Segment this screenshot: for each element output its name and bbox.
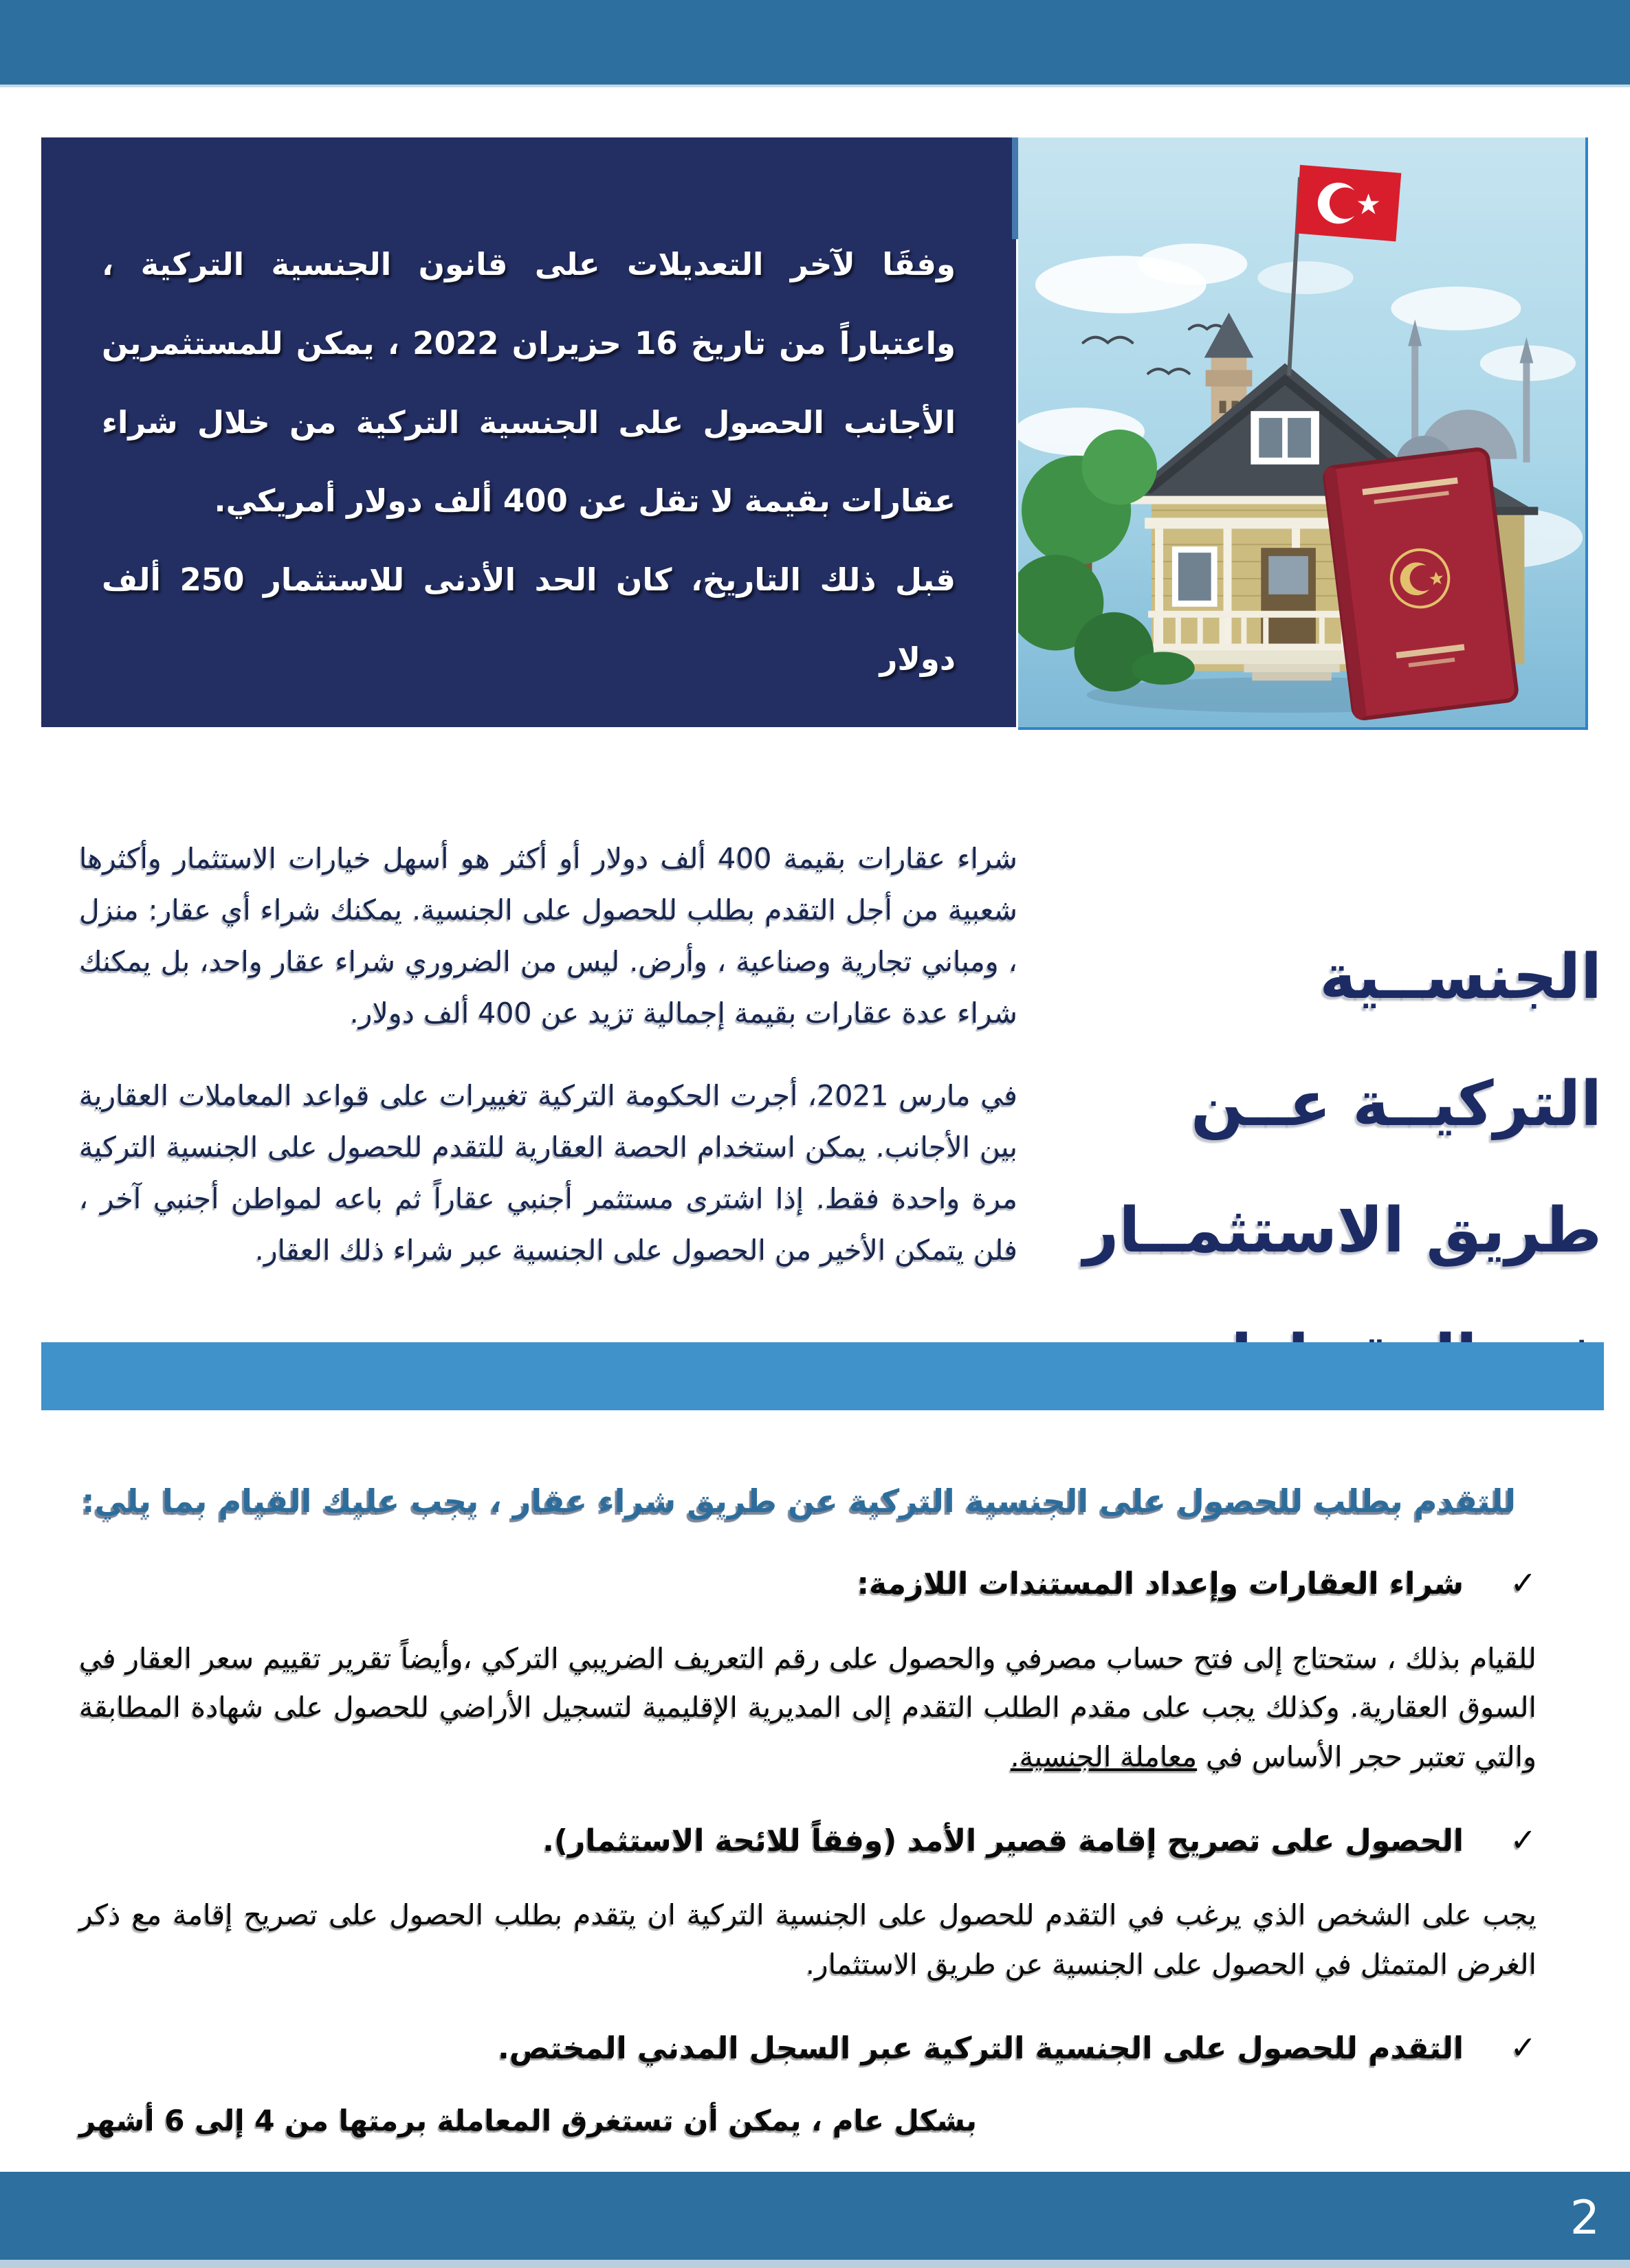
steps-heading: للتقدم بطلب للحصول على الجنسية التركية عن طريق شراء عقار ، يجب عليك القيام بما يلي: <box>82 1482 1516 1520</box>
check-icon: ✓ <box>1510 2028 1537 2066</box>
step-item-1-body-underlined: معاملة الجنسية. <box>1010 1740 1198 1774</box>
steps-section <box>79 1478 1537 2142</box>
hero-text-box <box>41 137 1016 727</box>
hero-accent-strip <box>1012 137 1018 239</box>
processing-time-note: بشكل عام ، يمكن أن تستغرق المعاملة برمتها من 4 إلى 6 أشهر <box>79 2103 977 2137</box>
page-number: 2 <box>1570 2191 1600 2245</box>
step-item-2-body: يجب على الشخص الذي يرغب في التقدم للحصول على الجنسية التركية ان يتقدم بطلب الحصول على تصريح إقامة مع ذكر الغرض المتمثل في الحصول على الجنسية عن طريق الاستثمار. <box>79 1898 1537 1981</box>
page-header-bar <box>0 0 1630 87</box>
section-divider-bar <box>41 1342 1604 1410</box>
hero-paragraph-2: قبل ذلك التاريخ، كان الحد الأدنى للاستثمار 250 ألف دولار <box>102 562 956 677</box>
step-item-1-label: شراء العقارات وإعداد المستندات اللازمة: <box>857 1566 1464 1601</box>
passport-illustration <box>1324 448 1518 720</box>
step-item-1-body-text: للقيام بذلك ، ستحتاج إلى فتح حساب مصرفي والحصول على رقم التعريف الضريبي التركي ،وأيضاً تقرير تقييم سعر العقار في السوق العقارية. وكذلك يجب على مقدم الطلب التقدم إلى المديرية الإقليمية لتسجيل الأراضي للحصول على شهادة المطابقة والتي تعتبر حجر الأساس في <box>79 1641 1537 1774</box>
page-title-line-2: طريق الاستثمــار <box>1083 1194 1602 1267</box>
step-item-1-body <box>79 1634 1537 1782</box>
hero-paragraph-1: وفقَا لآخر التعديلات على قانون الجنسية التركية ، واعتباراً من تاريخ 16 حزيران 2022 ، يمكن للمستثمرين الأجانب الحصول على الجنسية التركية من خلال شراء عقارات بقيمة لا تقل عن 400 ألف دولار أمريكي. <box>102 246 956 520</box>
intro-paragraph-1: شراء عقارات بقيمة 400 ألف دولار أو أكثر هو أسهل خيارات الاستثمار وأكثرها شعبية من أجل التقدم بطلب للحصول على الجنسية. يمكنك شراء أي عقار: منزل ، ومباني تجارية وصناعية ، وأرض. ليس من الضروري شراء عقار واحد، بل يمكنك شراء عدة عقارات بقيمة إجمالية تزيد عن 400 ألف دولار. <box>79 842 1017 1030</box>
house-citizenship-illustration <box>1018 137 1585 727</box>
hero-image <box>1018 137 1588 730</box>
intro-paragraph-2: في مارس 2021، أجرت الحكومة التركية تغييرات على قواعد المعاملات العقارية بين الأجانب. يمكن استخدام الحصة العقارية للتقدم للحصول على الجنسية التركية مرة واحدة فقط. إذا اشترى مستثمر أجنبي عقاراً ثم باعه لمواطن أجنبي آخر ، فلن يتمكن الأخير من الحصول على الجنسية عبر شراء ذلك العقار. <box>79 1079 1017 1267</box>
step-item-3-title <box>79 2025 1537 2070</box>
step-item-2-label: الحصول على تصريح إقامة قصير الأمد (وفقاً للائحة الاستثمار). <box>542 1823 1464 1858</box>
check-icon: ✓ <box>1510 1821 1537 1858</box>
page-footer-bar <box>0 2172 1630 2260</box>
check-icon: ✓ <box>1510 1564 1537 1601</box>
page-title-line-1: الجنســية التركيــة عــن <box>1191 941 1602 1140</box>
footer-bottom-strip <box>0 2260 1630 2268</box>
step-item-2-title <box>79 1818 1537 1863</box>
step-item-1-title <box>79 1561 1537 1605</box>
step-item-3-label: التقدم للحصول على الجنسية التركية عبر السجل المدني المختص. <box>498 2030 1464 2066</box>
